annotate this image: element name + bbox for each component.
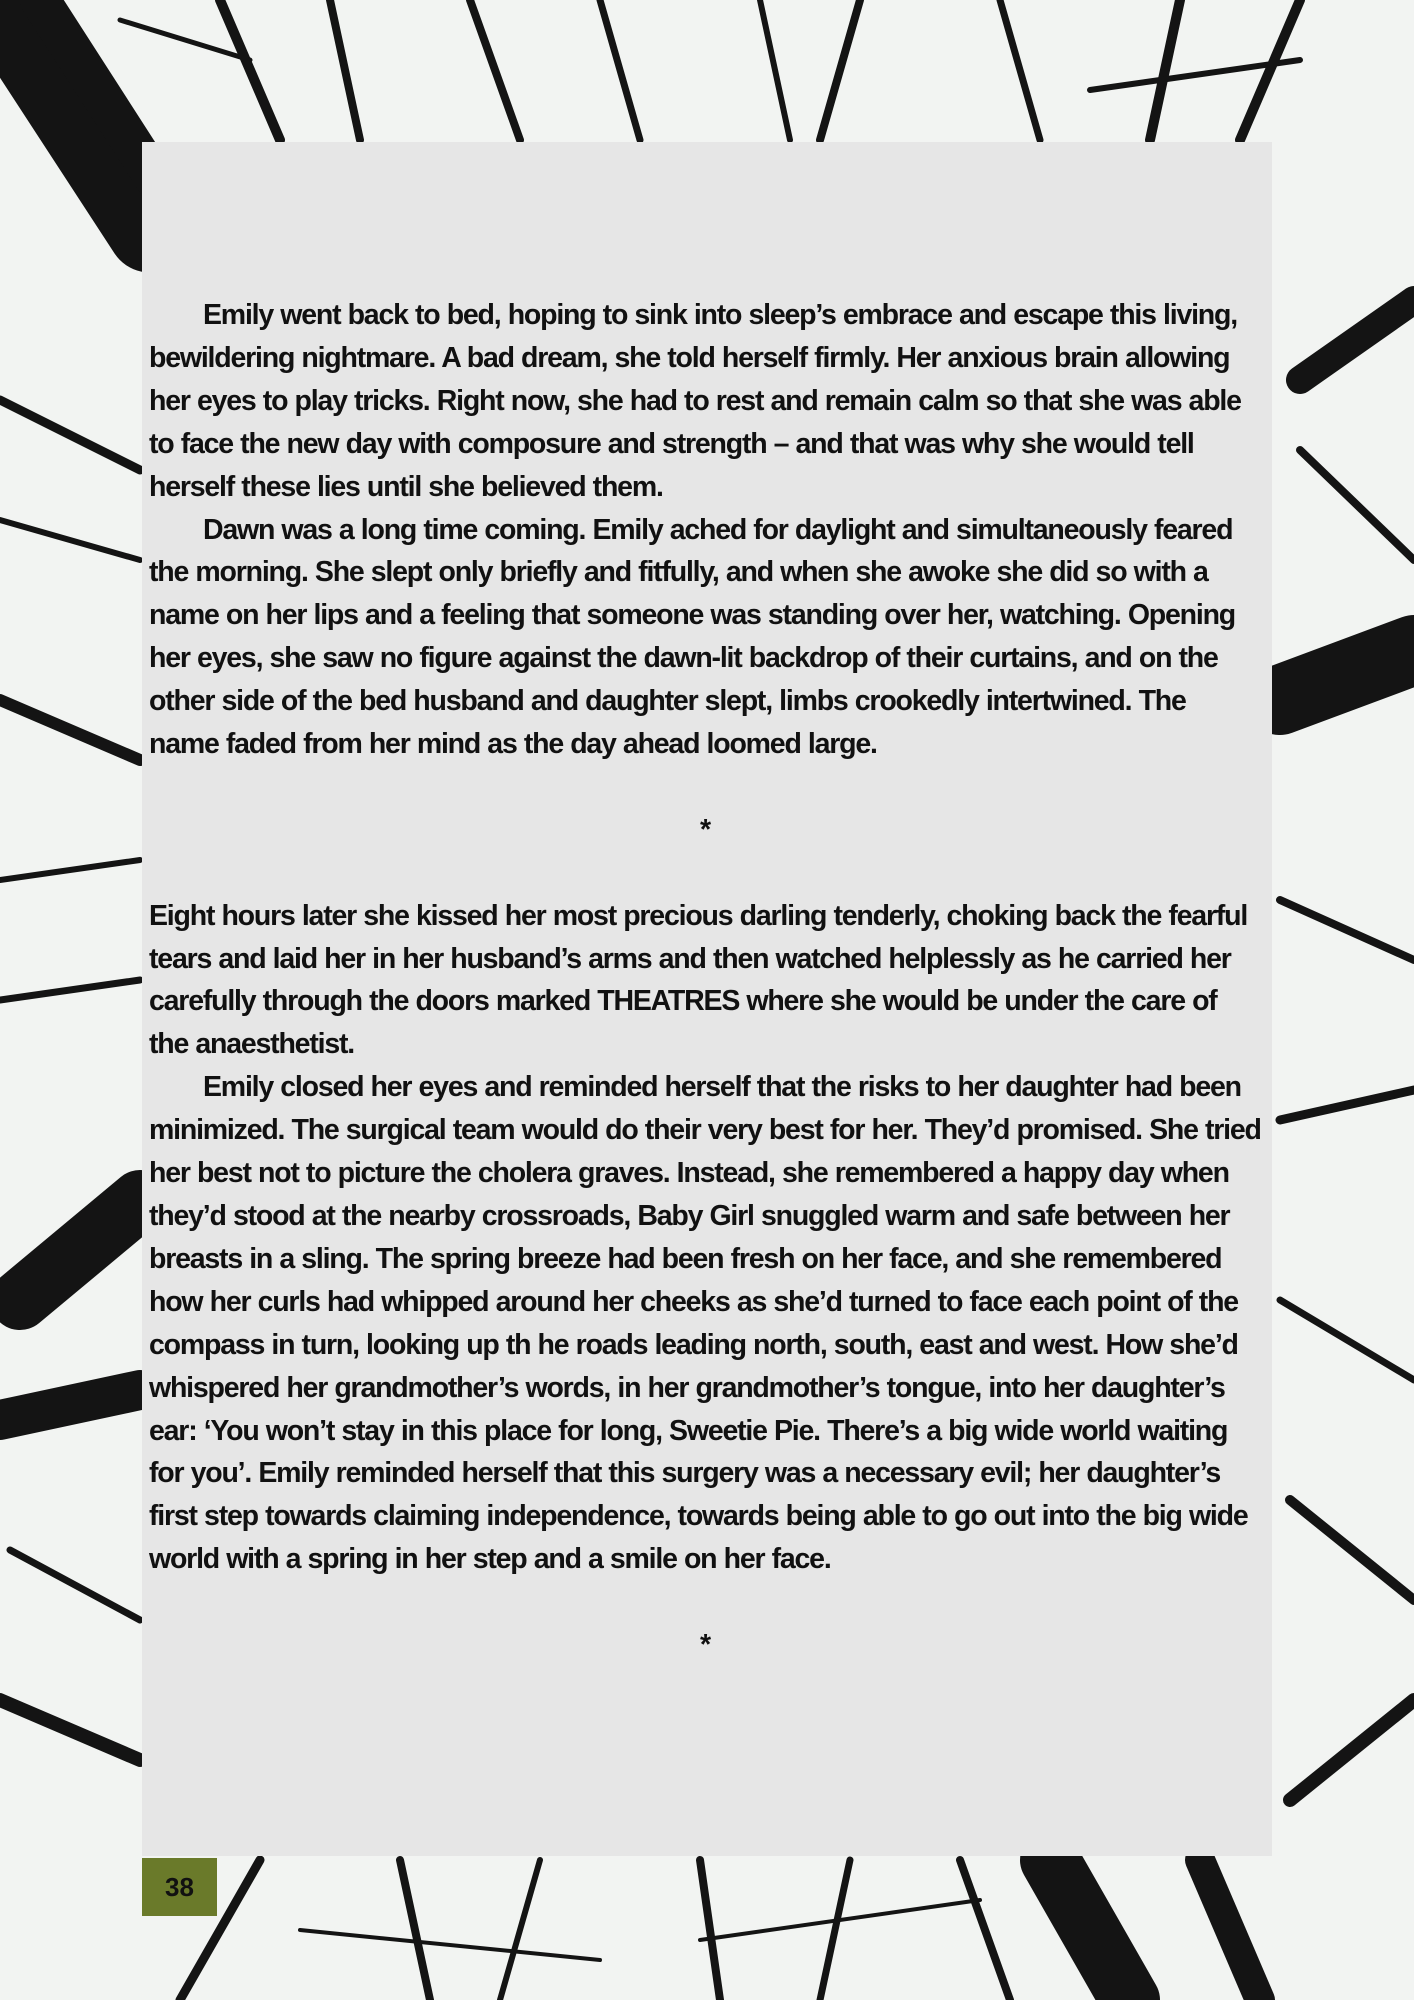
paragraph-1: Emily went back to bed, hoping to sink into sleep’s embrace and escape this living, bewildering nightmare. A bad dream, she told herself firmly. Her anxious brain allowing her eyes to play tricks. Right now, she had to rest and remain calm so that she was able to face the new day with composure and strength – and that was why she would tell herself these lies until she believed them.: [149, 299, 1241, 503]
page-number: 38: [142, 1858, 217, 1916]
paragraph-2: Dawn was a long time coming. Emily ached for daylight and simultaneously feared the morning. She slept only briefly and fitfully, and when she awoke she did so with a name on her lips and a feeling that someone was standing over her, watching. Opening her eyes, she saw no figure against the dawn-lit backdrop of their curtains, and on the other side of the bed husband and daughter slept, limbs crookedly intertwined. The name faded from her mind as the day ahead loomed large.: [149, 513, 1235, 761]
paragraph-4: Emily closed her eyes and reminded herself that the risks to her daughter had been minimized. The surgical team would do their very best for her. They’d promised. She tried her best not to picture the cholera graves. Instead, she remembered a happy day when they’d stood at the nearby crossroads, Baby Girl snuggled warm and safe between her breasts in a sling. The spring breeze had been fresh on her face, and she remembered how her curls had whipped around her cheeks as she’d turned to face each point of the compass in turn, looking up th he roads leading north, south, east and west. How she’d whispered her grandmother’s words, in her grandmother’s tongue, into her daughter’s ear: ‘You won’t stay in this place for long, Sweetie Pie. There’s a big wide world waiting for you’. Emily reminded herself that this surgery was a necessary evil; her daughter’s first step towards claiming independence, towards being able to go out into the big wide world with a spring in her step and a smile on her face.: [149, 1071, 1261, 1576]
scene-break-2: *: [700, 1629, 710, 1662]
story-text: [149, 294, 1261, 1667]
scene-break-1: *: [700, 813, 710, 846]
paragraph-3: Eight hours later she kissed her most precious darling tenderly, choking back the fearful tears and laid her in her husband’s arms and then watched helplessly as he carried her carefully through the doors marked THEATRES where she would be under the care of the anaesthetist.: [149, 899, 1248, 1061]
